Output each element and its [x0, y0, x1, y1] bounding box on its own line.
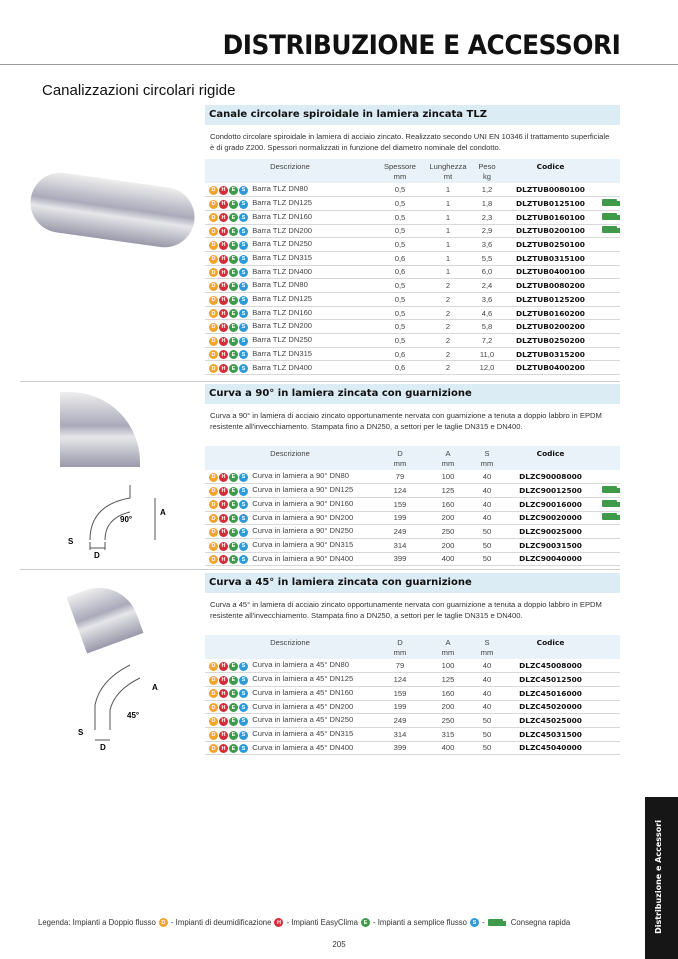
- product-code: DLZC90031500: [503, 538, 598, 552]
- table-row[interactable]: D H E S Curva in lamiera a 90° DN160 159 160 40 DLZC90016000: [205, 497, 620, 511]
- system-h-icon: H: [219, 323, 228, 332]
- system-s-icon: S: [239, 337, 248, 346]
- system-d-icon: D: [209, 282, 218, 291]
- column-header: Descrizione: [270, 638, 310, 647]
- column-header: Descrizione: [270, 162, 310, 171]
- product-code: DLZTUB0080100: [503, 183, 598, 197]
- system-d-icon: D: [209, 662, 218, 671]
- system-e-icon: E: [229, 528, 238, 537]
- table-row[interactable]: D H E S Barra TLZ DN250 0,5 2 7,2 DLZTUB0250200: [205, 334, 620, 348]
- system-s-icon: S: [239, 703, 248, 712]
- system-s-icon: S: [239, 350, 248, 359]
- system-e-icon: E: [229, 662, 238, 671]
- system-d-icon: D: [209, 337, 218, 346]
- system-e-icon: E: [229, 555, 238, 564]
- table-row[interactable]: D H E S Curva in lamiera a 90° DN250 249 250 50 DLZC90025000: [205, 525, 620, 539]
- column-header: Peso kg: [478, 162, 496, 181]
- svg-text:S: S: [78, 728, 84, 737]
- elbow-90-image: [60, 392, 140, 467]
- system-h-icon: H: [219, 213, 228, 222]
- system-d-icon: D: [209, 555, 218, 564]
- system-d-icon: D: [209, 255, 218, 264]
- system-s-icon: S: [239, 542, 248, 551]
- system-e-icon: E: [229, 255, 238, 264]
- system-s-icon: S: [239, 309, 248, 318]
- system-d-icon: D: [209, 703, 218, 712]
- legend: Legenda: Impianti a Doppio flusso D - Impianti di deumidificazione H - Impianti EasyClima E - Impianti a semplice flusso S - Consegna rapida: [38, 918, 571, 927]
- truck-icon: [488, 919, 503, 926]
- system-e-icon: E: [229, 268, 238, 277]
- system-h-icon: H: [219, 309, 228, 318]
- system-d-icon: D: [209, 487, 218, 496]
- system-h-icon: H: [219, 186, 228, 195]
- system-e-icon: E: [229, 227, 238, 236]
- system-s-icon: S: [239, 514, 248, 523]
- system-s-icon: S: [239, 731, 248, 740]
- angle-label: 90°: [120, 515, 133, 524]
- section-description: Curva a 90° in lamiera di acciaio zincato opportunamente nervata con guarnizione a tenuta a doppio labbro in EPDM resistente all'invecchiamento. Stampata fino a DN250, a settori per le taglie DN315 e DN400.: [210, 411, 602, 431]
- system-h-icon: H: [219, 473, 228, 482]
- truck-icon: [602, 513, 617, 520]
- system-e-icon: E: [229, 364, 238, 373]
- table-row[interactable]: D H E S Curva in lamiera a 45° DN160 159 160 40 DLZC45016000: [205, 686, 620, 700]
- table-row[interactable]: D H E S Barra TLZ DN315 0,6 1 5,5 DLZTUB0315100: [205, 251, 620, 265]
- system-s-icon: S: [239, 200, 248, 209]
- elbow-45-diagram: [70, 660, 180, 755]
- section-subtitle: Canalizzazioni circolari rigide: [42, 82, 236, 99]
- svg-text:D: D: [94, 551, 100, 560]
- system-d-icon: D: [209, 717, 218, 726]
- easyclima-icon: E: [361, 918, 370, 927]
- system-d-icon: D: [209, 213, 218, 222]
- table-row[interactable]: D H E S Curva in lamiera a 45° DN250 249 250 50 DLZC45025000: [205, 714, 620, 728]
- table-row[interactable]: D H E S Barra TLZ DN160 0,5 1 2,3 DLZTUB0160100: [205, 210, 620, 224]
- system-h-icon: H: [219, 731, 228, 740]
- system-s-icon: S: [239, 227, 248, 236]
- product-code: DLZTUB0080200: [503, 279, 598, 293]
- section-curva-45: [205, 573, 620, 755]
- system-s-icon: S: [239, 662, 248, 671]
- system-s-icon: S: [239, 213, 248, 222]
- system-s-icon: S: [239, 296, 248, 305]
- system-h-icon: H: [219, 676, 228, 685]
- system-d-icon: D: [209, 350, 218, 359]
- system-d-icon: D: [209, 744, 218, 753]
- section-tlz: [205, 105, 620, 375]
- table-row[interactable]: D H E S Curva in lamiera a 90° DN400 399 400 50 DLZC90040000: [205, 552, 620, 566]
- section-title: Canale circolare spiroidale in lamiera zincata TLZ: [205, 105, 620, 125]
- system-h-icon: H: [219, 542, 228, 551]
- system-h-icon: H: [219, 703, 228, 712]
- table-row[interactable]: D H E S Curva in lamiera a 45° DN125 124 125 40 DLZC45012500: [205, 673, 620, 687]
- table-row[interactable]: D H E S Barra TLZ DN125 0,5 2 3,6 DLZTUB0125200: [205, 293, 620, 307]
- system-s-icon: S: [239, 282, 248, 291]
- product-code: DLZC45031500: [503, 727, 598, 741]
- system-h-icon: H: [219, 662, 228, 671]
- system-e-icon: E: [229, 337, 238, 346]
- truck-icon: [602, 213, 617, 220]
- column-header: Codice: [536, 449, 565, 458]
- double-flow-icon: D: [159, 918, 168, 927]
- column-header: Codice: [536, 638, 565, 647]
- system-h-icon: H: [219, 717, 228, 726]
- column-header: Descrizione: [270, 449, 310, 458]
- table-row[interactable]: D H E S Curva in lamiera a 45° DN200 199 200 40 DLZC45020000: [205, 700, 620, 714]
- system-s-icon: S: [239, 689, 248, 698]
- system-d-icon: D: [209, 514, 218, 523]
- system-h-icon: H: [219, 255, 228, 264]
- system-e-icon: E: [229, 323, 238, 332]
- elbow-90-diagram: [60, 480, 180, 560]
- system-s-icon: S: [239, 676, 248, 685]
- system-d-icon: D: [209, 200, 218, 209]
- column-header: A mm: [441, 449, 455, 468]
- product-code: DLZC45020000: [503, 700, 598, 714]
- product-code: DLZC9001250​0: [503, 484, 598, 498]
- system-d-icon: D: [209, 542, 218, 551]
- product-code: DLZTUB0200100: [503, 224, 598, 238]
- system-e-icon: E: [229, 350, 238, 359]
- system-e-icon: E: [229, 487, 238, 496]
- product-code: DLZC90020000: [503, 511, 598, 525]
- system-h-icon: H: [219, 555, 228, 564]
- product-code: DLZC45040000: [503, 741, 598, 755]
- product-code: DLZTUB0200200: [503, 320, 598, 334]
- product-code: DLZTUB0315200: [503, 347, 598, 361]
- system-d-icon: D: [209, 676, 218, 685]
- column-header: Lunghezza mt: [429, 162, 467, 181]
- svg-text:A: A: [160, 508, 166, 517]
- side-tab[interactable]: Distribuzione e Accessori: [645, 797, 678, 959]
- svg-text:45°: 45°: [127, 711, 140, 720]
- system-e-icon: E: [229, 500, 238, 509]
- system-e-icon: E: [229, 186, 238, 195]
- system-d-icon: D: [209, 268, 218, 277]
- product-code: DLZC45008000: [503, 659, 598, 673]
- product-code: DLZC45012500: [503, 673, 598, 687]
- page-number: 205: [332, 940, 346, 949]
- system-d-icon: D: [209, 528, 218, 537]
- truck-icon: [602, 486, 617, 493]
- product-code: DLZC45016000: [503, 686, 598, 700]
- system-e-icon: E: [229, 309, 238, 318]
- elbow-45-image: [67, 577, 144, 654]
- system-e-icon: E: [229, 296, 238, 305]
- system-d-icon: D: [209, 227, 218, 236]
- product-code: DLZTUB0125200: [503, 293, 598, 307]
- divider: [20, 381, 620, 382]
- system-s-icon: S: [239, 555, 248, 564]
- system-d-icon: D: [209, 186, 218, 195]
- section-curva-90: [205, 384, 620, 566]
- system-e-icon: E: [229, 689, 238, 698]
- system-h-icon: H: [219, 282, 228, 291]
- system-s-icon: S: [239, 500, 248, 509]
- system-s-icon: S: [239, 744, 248, 753]
- title-rule: [0, 64, 678, 65]
- system-d-icon: D: [209, 500, 218, 509]
- system-e-icon: E: [229, 514, 238, 523]
- column-header: S mm: [480, 638, 494, 657]
- truck-icon: [602, 226, 617, 233]
- system-s-icon: S: [239, 528, 248, 537]
- system-d-icon: D: [209, 364, 218, 373]
- table-row[interactable]: D H E S Curva in lamiera a 45° DN400 399 400 50 DLZC45040000: [205, 741, 620, 755]
- system-e-icon: E: [229, 703, 238, 712]
- product-code: DLZTUB0125100: [503, 197, 598, 211]
- table-row[interactable]: D H E S Barra TLZ DN125 0,5 1 1,8 DLZTUB0125100: [205, 197, 620, 211]
- system-h-icon: H: [219, 350, 228, 359]
- column-header: S mm: [480, 449, 494, 468]
- product-code: DLZC45025000: [503, 714, 598, 728]
- system-h-icon: H: [219, 487, 228, 496]
- system-d-icon: D: [209, 473, 218, 482]
- product-table: [205, 635, 620, 755]
- system-d-icon: D: [209, 309, 218, 318]
- column-header: Spessore mm: [383, 162, 417, 181]
- system-d-icon: D: [209, 241, 218, 250]
- system-h-icon: H: [219, 200, 228, 209]
- system-e-icon: E: [229, 731, 238, 740]
- section-description: Curva a 45° in lamiera di acciaio zincato opportunamente nervata con guarnizione a tenuta a doppio labbro in EPDM resistente all'invecchiamento. Stampata fino a DN250, a settori per le taglie DN315 e DN400.: [210, 600, 602, 620]
- product-code: DLZTUB0315100: [503, 251, 598, 265]
- table-row[interactable]: D H E S Barra TLZ DN400 0,6 1 6,0 DLZTUB0400100: [205, 265, 620, 279]
- column-header: A mm: [441, 638, 455, 657]
- table-row[interactable]: D H E S Curva in lamiera a 90° DN200 199 200 40 DLZC90020000: [205, 511, 620, 525]
- system-e-icon: E: [229, 200, 238, 209]
- system-h-icon: H: [219, 689, 228, 698]
- system-d-icon: D: [209, 731, 218, 740]
- system-e-icon: E: [229, 213, 238, 222]
- product-code: DLZC90008000: [503, 470, 598, 484]
- system-e-icon: E: [229, 473, 238, 482]
- system-s-icon: S: [239, 364, 248, 373]
- svg-text:S: S: [68, 537, 74, 546]
- table-row[interactable]: D H E S Barra TLZ DN200 0,5 1 2,9 DLZTUB0200100: [205, 224, 620, 238]
- system-s-icon: S: [239, 323, 248, 332]
- dehumidification-icon: H: [274, 918, 283, 927]
- system-h-icon: H: [219, 241, 228, 250]
- section-description: Condotto circolare spiroidale in lamiera di acciaio zincato. Realizzato secondo UNI EN 10346 il trattamento superficiale è di grado Z200. Spessori normalizzati in funzione del diametro nominale del condotto.: [210, 132, 610, 152]
- system-h-icon: H: [219, 364, 228, 373]
- section-title: Curva a 45° in lamiera zincata con guarnizione: [205, 573, 620, 593]
- system-h-icon: H: [219, 500, 228, 509]
- table-row[interactable]: D H E S Barra TLZ DN250 0,5 1 3,6 DLZTUB0250100: [205, 238, 620, 252]
- spiral-duct-image: [27, 169, 199, 251]
- system-e-icon: E: [229, 542, 238, 551]
- table-row[interactable]: D H E S Barra TLZ DN315 0,6 2 11,0 DLZTUB0315200: [205, 347, 620, 361]
- truck-icon: [602, 500, 617, 507]
- system-s-icon: S: [239, 717, 248, 726]
- table-row[interactable]: D H E S Curva in lamiera a 45° DN315 314 315 50 DLZC45031500: [205, 727, 620, 741]
- system-s-icon: S: [239, 255, 248, 264]
- divider: [20, 569, 620, 570]
- system-s-icon: S: [239, 241, 248, 250]
- system-e-icon: E: [229, 676, 238, 685]
- column-header: Codice: [536, 162, 565, 171]
- system-h-icon: H: [219, 268, 228, 277]
- system-s-icon: S: [239, 186, 248, 195]
- table-row[interactable]: D H E S Barra TLZ DN80 0,5 2 2,4 DLZTUB0080200: [205, 279, 620, 293]
- product-code: DLZTUB0250100: [503, 238, 598, 252]
- system-h-icon: H: [219, 337, 228, 346]
- system-d-icon: D: [209, 689, 218, 698]
- single-flow-icon: S: [470, 918, 479, 927]
- product-code: DLZC90016000: [503, 497, 598, 511]
- product-code: DLZTUB0400100: [503, 265, 598, 279]
- system-e-icon: E: [229, 717, 238, 726]
- svg-text:A: A: [152, 683, 158, 692]
- svg-text:D: D: [100, 743, 106, 752]
- page-title: DISTRIBUZIONE E ACCESSORI: [222, 30, 620, 61]
- system-h-icon: H: [219, 514, 228, 523]
- table-row[interactable]: D H E S Barra TLZ DN200 0,5 2 5,8 DLZTUB0200200: [205, 320, 620, 334]
- product-table: [205, 159, 620, 375]
- product-code: DLZC90040000: [503, 552, 598, 566]
- column-header: D mm: [393, 638, 407, 657]
- system-h-icon: H: [219, 296, 228, 305]
- system-h-icon: H: [219, 744, 228, 753]
- table-row[interactable]: D H E S Barra TLZ DN80 0,5 1 1,2 DLZTUB0080100: [205, 183, 620, 197]
- system-e-icon: E: [229, 241, 238, 250]
- product-code: DLZTUB0160100: [503, 210, 598, 224]
- system-e-icon: E: [229, 282, 238, 291]
- system-h-icon: H: [219, 528, 228, 537]
- table-row[interactable]: D H E S Curva in lamiera a 90° DN315 314 200 50 DLZC90031500: [205, 538, 620, 552]
- table-row[interactable]: D H E S Curva in lamiera a 45° DN80 79 100 40 DLZC45008000: [205, 659, 620, 673]
- system-d-icon: D: [209, 296, 218, 305]
- table-row[interactable]: D H E S Barra TLZ DN400 0,6 2 12,0 DLZTUB0400200: [205, 361, 620, 375]
- system-e-icon: E: [229, 744, 238, 753]
- system-h-icon: H: [219, 227, 228, 236]
- table-row[interactable]: D H E S Curva in lamiera a 90° DN125 124 125 40 DLZC9001250​0: [205, 484, 620, 498]
- system-s-icon: S: [239, 473, 248, 482]
- system-s-icon: S: [239, 268, 248, 277]
- system-s-icon: S: [239, 487, 248, 496]
- truck-icon: [602, 199, 617, 206]
- section-title: Curva a 90° in lamiera zincata con guarnizione: [205, 384, 620, 404]
- product-code: DLZTUB0160200: [503, 306, 598, 320]
- product-code: DLZTUB0400200: [503, 361, 598, 375]
- column-header: D mm: [393, 449, 407, 468]
- product-table: [205, 446, 620, 566]
- table-row[interactable]: D H E S Barra TLZ DN160 0,5 2 4,6 DLZTUB0160200: [205, 306, 620, 320]
- product-code: DLZTUB0250200: [503, 334, 598, 348]
- system-d-icon: D: [209, 323, 218, 332]
- product-code: DLZC90025000: [503, 525, 598, 539]
- table-row[interactable]: D H E S Curva in lamiera a 90° DN80 79 100 40 DLZC90008000: [205, 470, 620, 484]
